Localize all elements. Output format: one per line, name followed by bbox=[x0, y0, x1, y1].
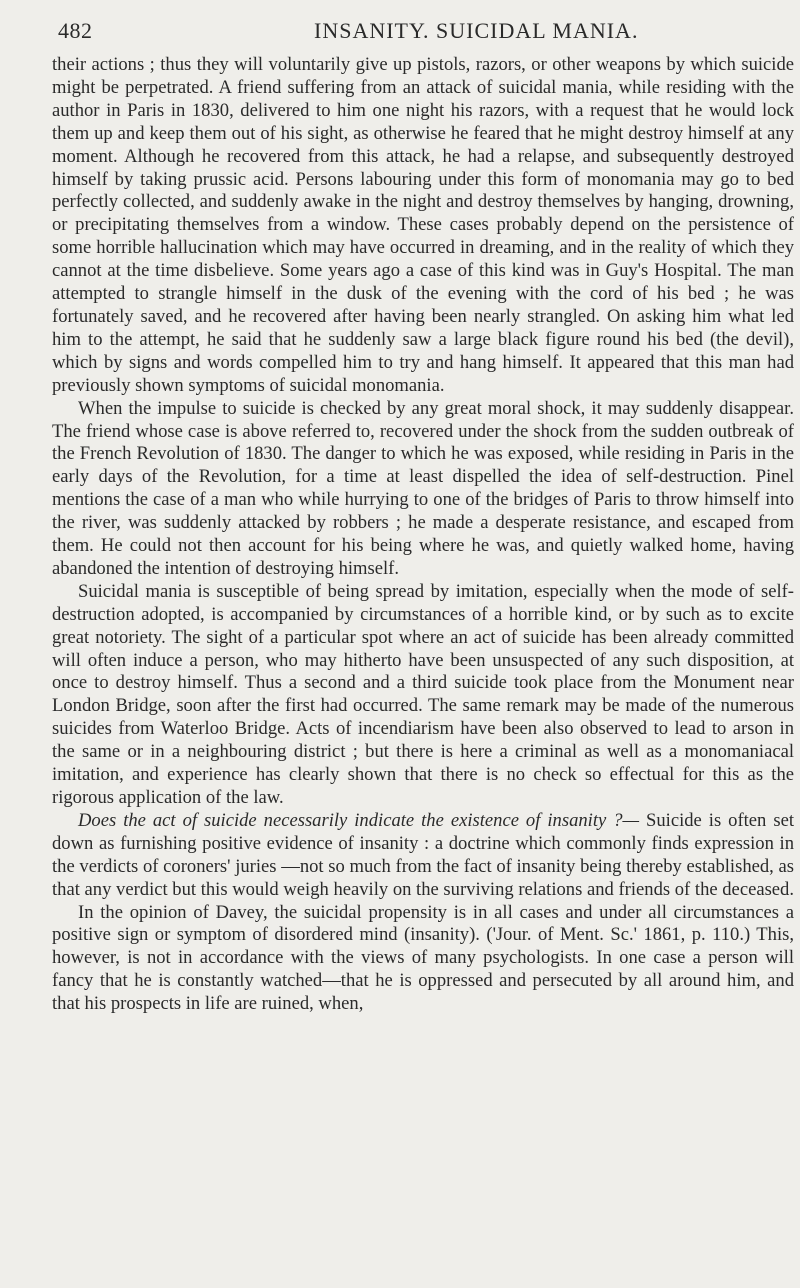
running-head: INSANITY. SUICIDAL MANIA. bbox=[314, 18, 639, 43]
question-text: Suicide is often set down as furnishing positive evidence of insanity : a doctrine which commonly finds expression in the verdicts of coroners' juries —not so much from the fact of insanity being thereby established, as that any verdict but this would weigh heavily on the surviving relations and friends of the deceased. bbox=[52, 809, 795, 900]
body-text bbox=[52, 54, 794, 1016]
paragraph-davey-opinion: In the opinion of Davey, the suicidal propensity is in all cases and under all circumstances a positive sign or symptom of disordered mind (insanity). ('Jour. of Ment. Sc.' 1861, p. 110.) This, however, is not in accordance with the views of many psychologists. In one case a person will fancy that he is constantly watched—that he is oppressed and persecuted by all around him, and that his prospects in life are ruined, when, bbox=[52, 901, 794, 1015]
paragraph-moral-shock: When the impulse to suicide is checked by any great moral shock, it may suddenly disappear. The friend whose case is above referred to, recovered under the shock from the sudden outbreak of the French Revolution of 1830. The danger to which he was exposed, while residing in Paris in the early days of the Revolution, for a time at least dispelled the idea of self-destruction. Pinel mentions the case of a man who while hurrying to one of the bridges of Paris to throw himself into the river, was suddenly attacked by robbers ; he made a desperate resistance, and escaped from them. He could not then account for his being where he was, and quietly walked home, having abandoned the intention of destroying himself. bbox=[52, 397, 794, 579]
page-number: 482 bbox=[58, 18, 93, 43]
paragraph-razors-case: their actions ; thus they will voluntarily give up pistols, razors, or other weapons by which suicide might be perpetrated. A friend suffering from an attack of suicidal mania, while residing with the author in Paris in 1830, delivered to him one night his razors, with a request that he would lock them up and keep them out of his sight, as otherwise he feared that he might destroy himself at any moment. Although he recovered from this attack, he had a relapse, and subsequently destroyed himself by taking prussic acid. Persons labouring under this form of monomania may go to bed perfectly collected, and suddenly awake in the night and destroy themselves by hanging, drowning, or precipitating themselves from a window. These cases probably depend on the persistence of some horrible hallucination which may have occurred in dreaming, and in the reality of which they cannot at the time disbelieve. Some years ago a case of this kind was in Guy's Hospital. The man attempted to strangle himself in the dusk of the evening with the cord of his bed ; he was fortunately saved, and he recovered after having been nearly strangled. On asking him what led him to the attempt, he said that he suddenly saw a large black figure round his bed (the devil), which by signs and words compelled him to try and hang himself. It appeared that this man had previously shown symptoms of suicidal monomania. bbox=[52, 54, 794, 396]
paragraph-imitation: Suicidal mania is susceptible of being spread by imitation, especially when the mode of self-destruction adopted, is accompanied by circumstances of a horrible kind, or by such as to excite great notoriety. The sight of a particular spot where an act of suicide has been already committed will often induce a person, who may hitherto have been unsuspected of any such disposition, at once to destroy himself. Thus a second and a third suicide took place from the Monument near London Bridge, soon after the first had occurred. The same remark may be made of the numerous suicides from Waterloo Bridge. Acts of incendiarism have been also observed to lead to arson in the same or in a neighbouring district ; but there is here a criminal as well as a monomaniacal imitation, and experience has clearly shown that there is no check so effectual for this as the rigorous application of the law. bbox=[52, 580, 794, 808]
page-header bbox=[58, 18, 760, 48]
paragraph-insanity-question bbox=[52, 810, 794, 902]
question-heading: Does the act of suicide necessarily indicate the existence of insanity ?— bbox=[78, 809, 640, 831]
